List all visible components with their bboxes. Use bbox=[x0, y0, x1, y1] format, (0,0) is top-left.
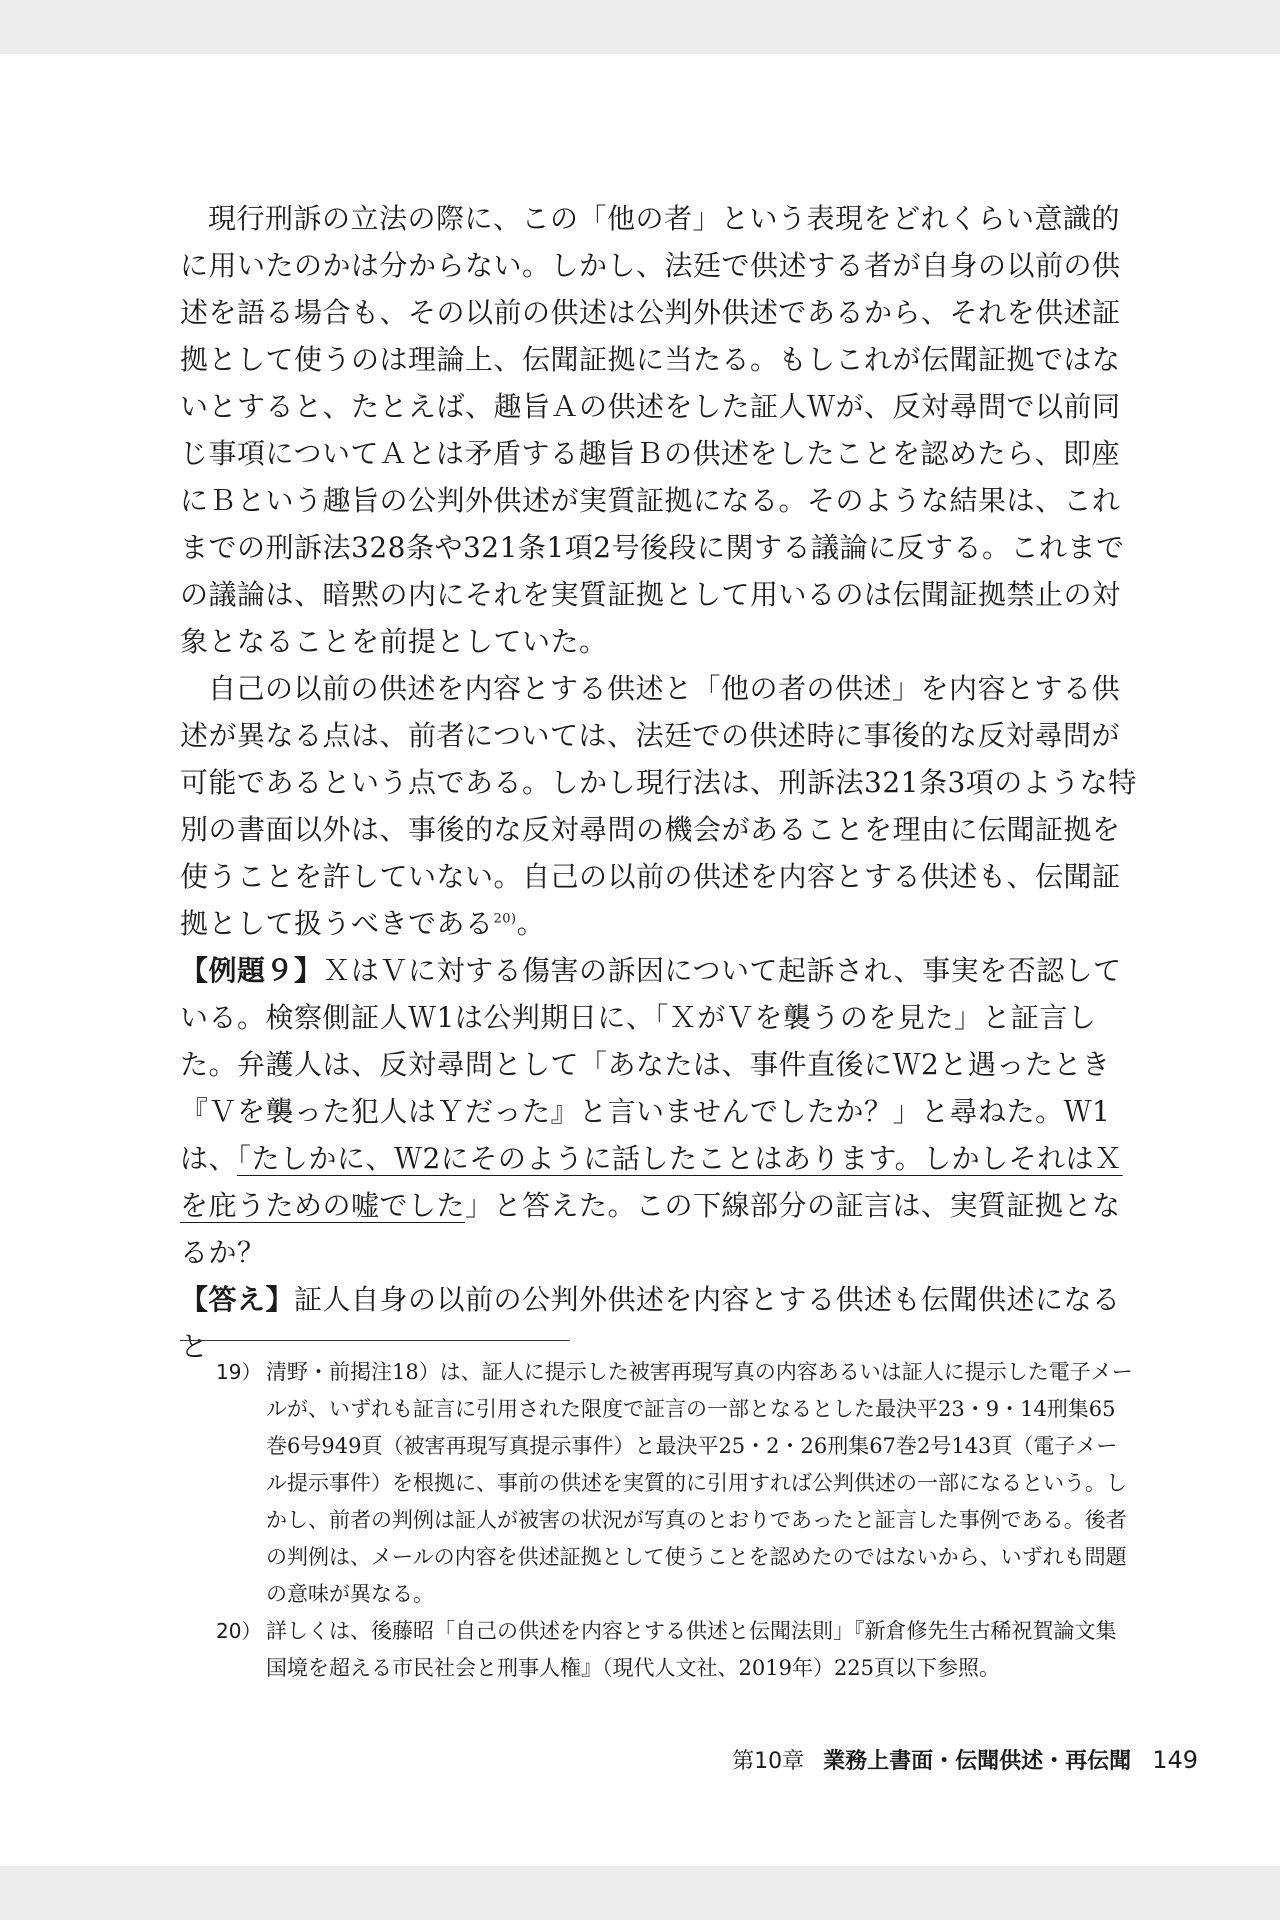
book-page bbox=[0, 54, 1280, 1866]
example-text: ＸはＶに対する傷害の訴因について起訴され、事実を否認している。検察側証人Ｗ1は公判期日に、「ＸがＶを襲うのを見た」と証言した。弁護人は、反対尋問として「あなたは、事件直後にＷ2と遇ったとき『Ｖを襲った犯人はＹだった』と言いませんでしたか？」と尋ねた。Ｗ1は、 bbox=[180, 954, 1122, 1175]
example-text-after: 」と答えた。この下線部分の証言は、実質証拠となるか？ bbox=[180, 1189, 1121, 1269]
running-footer bbox=[732, 1744, 1198, 1775]
footnote-divider bbox=[180, 1340, 570, 1341]
paragraph-2-end: 。 bbox=[516, 907, 546, 940]
answer-text: 証人自身の以前の公判外供述を内容とする供述も伝聞供述になると bbox=[180, 1283, 1121, 1363]
footnote-number: 20） bbox=[216, 1619, 262, 1643]
page-number: 149 bbox=[1152, 1746, 1198, 1774]
footnote-text: 清野・前掲注18）は、証人に提示した被害再現写真の内容あるいは証人に提示した電子メールが、いずれも証言に引用された限度で証言の一部となるとした最決平23・9・14刑集65巻6号949頁（被害再現写真提示事件）と最決平25・2・26刑集67巻2号143頁（電子メール提示事件）を根拠に、事前の供述を実質的に引用すれば公判供述の一部になるという。しかし、前者の判例は証人が被害の状況が写真のとおりであったと証言した事例である。後者の判例は、メールの内容を供述証拠として使うことを認めたのではないから、いずれも問題の意味が異なる。 bbox=[266, 1360, 1133, 1606]
paragraph-1: 現行刑訴の立法の際に、この「他の者」という表現をどれくらい意識的に用いたのかは分からない。しかし、法廷で供述する者が自身の以前の供述を語る場合も、その以前の供述は公判外供述であるから、それを供述証拠として使うのは理論上、伝聞証拠に当たる。もしこれが伝聞証拠ではないとすると、たとえば、趣旨Ａの供述をした証人Ｗが、反対尋問で以前同じ事項についてＡとは矛盾する趣旨Ｂの供述をしたことを認めたら、即座にＢという趣旨の公判外供述が実質証拠になる。そのような結果は、これまでの刑訴法328条や321条1項2号後段に関する議論に反する。これまでの議論は、暗黙の内にそれを実質証拠として用いるのは伝聞証拠禁止の対象となることを前提としていた。 bbox=[180, 202, 1125, 658]
main-text bbox=[180, 195, 1140, 1370]
footnote-number: 19） bbox=[216, 1360, 262, 1384]
example-9 bbox=[180, 947, 1140, 1276]
example-label: 【例題９】 bbox=[180, 954, 323, 987]
footnote-text: 詳しくは、後藤昭「自己の供述を内容とする供述と伝聞法則」『新倉修先生古稀祝賀論文集 国境を超える市民社会と刑事人権』（現代人文社、2019年）225頁以下参照。 bbox=[266, 1619, 1138, 1680]
footnote-19 bbox=[216, 1354, 1136, 1613]
footnote-ref-20[interactable]: 20) bbox=[493, 911, 517, 927]
footnote-20 bbox=[216, 1613, 1138, 1687]
answer-label: 【答え】 bbox=[180, 1283, 295, 1316]
underlined-testimony: 「たしかに、Ｗ2にそのように話したことはあります。しかしそれはＸを庇うための嘘でした bbox=[180, 1142, 1123, 1222]
paragraph-2-text: 自己の以前の供述を内容とする供述と「他の者の供述」を内容とする供述が異なる点は、前者については、法廷での供述時に事後的な反対尋問が可能であるという点である。しかし現行法は、刑訴法321条3項のような特別の書面以外は、事後的な反対尋問の機会があることを理由に伝聞証拠を使うことを許していない。自己の以前の供述を内容とする供述も、伝聞証拠として扱うべきである bbox=[180, 672, 1137, 940]
paragraph-2 bbox=[180, 665, 1140, 947]
chapter-title: 業務上書面・伝聞供述・再伝聞 bbox=[823, 1749, 1132, 1774]
chapter-number: 第10章 bbox=[732, 1749, 805, 1774]
footnotes bbox=[216, 1354, 1138, 1687]
